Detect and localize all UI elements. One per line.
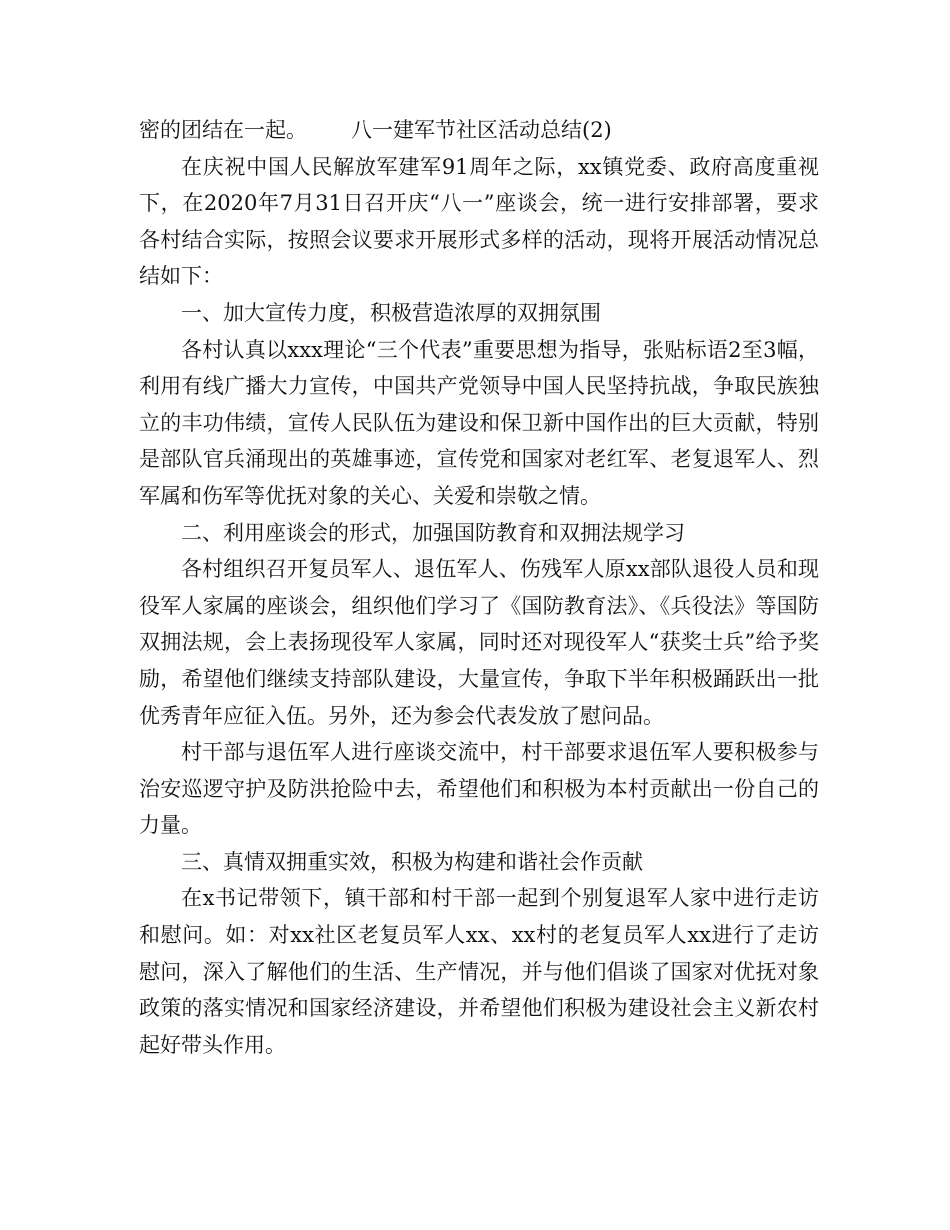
opening-line xyxy=(139,112,819,149)
paragraph-symposium: 各村组织召开复员军人、退伍军人、伤残军人原xx部队退役人员和现役军人家属的座谈会，组织他们学习了《国防教育法》、《兵役法》等国防双拥法规，会上表扬现役军人家属，同时还对现役军人“获奖士兵”给予奖励，希望他们继续支持部队建设，大量宣传，争取下半年积极踊跃出一批优秀青年应征入伍。另外，还为参会代表发放了慰问品。 xyxy=(139,557,819,728)
document-body xyxy=(139,112,819,1063)
lead-fragment: 密的团结在一起。 xyxy=(139,118,307,142)
subheading-three: 三、真情双拥重实效，积极为构建和谐社会作贡献 xyxy=(181,849,643,874)
subheading-one: 一、加大宣传力度，积极营造浓厚的双拥氛围 xyxy=(181,300,601,325)
section-heading: 八一建军节社区活动总结(2) xyxy=(351,118,612,142)
paragraph-visits: 在x书记带领下，镇干部和村干部一起到个别复退军人家中进行走访和慰问。如：对xx社区老复员军人xx、xx村的老复员军人xx进行了走访慰问，深入了解他们的生活、生产情况，并与他们倡谈了国家对优抚对象政策的落实情况和国家经济建设，并希望他们积极为建设社会主义新农村起好带头作用。 xyxy=(139,886,819,1057)
paragraph-intro: 在庆祝中国人民解放军建军91周年之际，xx镇党委、政府高度重视下，在2020年7月31日召开庆“八一”座谈会，统一进行安排部署，要求各村结合实际，按照会议要求开展形式多样的活动，现将开展活动情况总结如下： xyxy=(139,154,819,289)
paragraph-publicity: 各村认真以xxx理论“三个代表”重要思想为指导，张贴标语2至3幅，利用有线广播大力宣传，中国共产党领导中国人民坚持抗战，争取民族独立的丰功伟绩，宣传人民队伍为建设和保卫新中国作出的巨大贡献，特别是部队官兵涌现出的英雄事迹，宣传党和国家对老红军、老复退军人、烈军属和伤军等优抚对象的关心、关爱和崇敬之情。 xyxy=(139,337,819,508)
paragraph-exchange: 村干部与退伍军人进行座谈交流中，村干部要求退伍军人要积极参与治安巡逻守护及防洪抢险中去，希望他们和积极为本村贡献出一份自己的力量。 xyxy=(139,740,819,838)
subheading-two: 二、利用座谈会的形式，加强国防教育和双拥法规学习 xyxy=(181,520,685,545)
